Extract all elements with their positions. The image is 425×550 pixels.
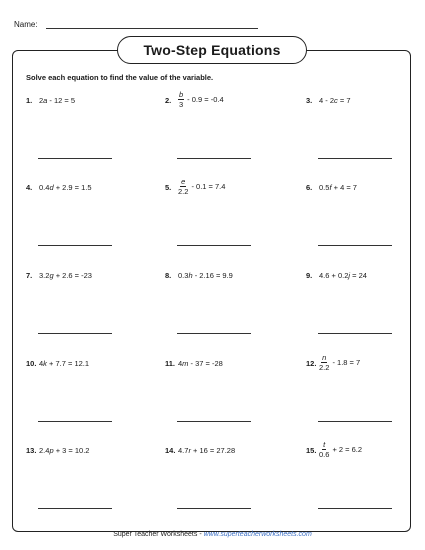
fraction-numerator: t — [323, 440, 326, 449]
problem-number: 12. — [306, 359, 317, 368]
name-row — [14, 20, 38, 29]
problem-item — [26, 183, 146, 253]
footer-url[interactable]: www.superteacherworksheets.com — [203, 531, 312, 538]
answer-line[interactable] — [318, 333, 392, 334]
problem-item — [26, 271, 146, 341]
equation-suffix: + 2.6 = -23 — [53, 271, 92, 280]
answer-line[interactable] — [318, 508, 392, 509]
name-line[interactable] — [46, 28, 258, 29]
fraction-denominator: 3 — [179, 100, 184, 109]
problem-equation — [319, 271, 367, 280]
equation-rest: + 2 = 6.2 — [332, 445, 363, 454]
problem-number: 6. — [306, 183, 313, 192]
equation-prefix: 0.5 — [319, 183, 330, 192]
problem-number: 7. — [26, 271, 33, 280]
fraction-denominator: 0.6 — [319, 450, 330, 459]
equation-variable: d — [49, 183, 54, 192]
equation-variable: m — [182, 359, 189, 368]
problem-number: 14. — [165, 446, 176, 455]
answer-line[interactable] — [38, 421, 112, 422]
problem-equation — [178, 177, 225, 196]
equation-variable: j — [348, 271, 351, 280]
fraction-numerator: n — [322, 353, 327, 362]
equation-variable: h — [188, 271, 193, 280]
fraction — [319, 440, 329, 459]
problem-item — [165, 90, 285, 166]
fraction — [178, 177, 188, 196]
problem-number: 9. — [306, 271, 313, 280]
problem-equation — [39, 359, 89, 368]
answer-line[interactable] — [177, 421, 251, 422]
answer-line[interactable] — [38, 245, 112, 246]
fraction — [319, 353, 329, 372]
equation-suffix: + 7.7 = 12.1 — [46, 359, 90, 368]
problem-equation — [319, 353, 360, 372]
answer-line[interactable] — [38, 333, 112, 334]
problem-equation — [319, 96, 350, 105]
problem-item — [165, 177, 285, 253]
equation-suffix: + 3 = 10.2 — [53, 446, 90, 455]
equation-suffix: - 2.16 = 9.9 — [192, 271, 233, 280]
equation-prefix: 4 - 2 — [319, 96, 335, 105]
problem-item — [26, 359, 146, 429]
problem-equation — [319, 440, 362, 459]
problem-item — [306, 183, 425, 253]
answer-line[interactable] — [177, 245, 251, 246]
equation-suffix: = 24 — [350, 271, 367, 280]
problem-item — [165, 271, 285, 341]
problem-equation — [39, 271, 92, 280]
problem-item — [306, 96, 425, 166]
equation-variable: c — [334, 96, 338, 105]
problem-item — [26, 96, 146, 166]
worksheet-title: Two-Step Equations — [117, 36, 307, 64]
problem-equation — [178, 446, 235, 455]
instructions: Solve each equation to find the value of the variable. — [26, 73, 214, 82]
equation-prefix: 4 — [178, 359, 183, 368]
problem-item — [165, 446, 285, 516]
name-label: Name: — [14, 20, 38, 29]
problem-equation — [178, 359, 223, 368]
equation-variable: r — [188, 446, 191, 455]
equation-suffix: - 12 = 5 — [47, 96, 76, 105]
answer-line[interactable] — [318, 421, 392, 422]
problem-number: 8. — [165, 271, 172, 280]
equation-suffix: + 2.9 = 1.5 — [53, 183, 92, 192]
fraction-numerator: b — [179, 90, 184, 99]
equation-variable: g — [49, 271, 54, 280]
problem-number: 1. — [26, 96, 33, 105]
footer-separator: - — [197, 531, 204, 538]
problem-item — [165, 359, 285, 429]
fraction — [178, 90, 184, 109]
footer-brand: Super Teacher Worksheets — [113, 531, 198, 538]
equation-variable: a — [43, 96, 48, 105]
equation-prefix: 0.4 — [39, 183, 50, 192]
equation-rest: - 0.9 = -0.4 — [187, 95, 224, 104]
fraction-numerator: e — [181, 177, 186, 186]
fraction-denominator: 2.2 — [319, 363, 330, 372]
problem-number: 4. — [26, 183, 33, 192]
answer-line[interactable] — [177, 508, 251, 509]
answer-line[interactable] — [318, 158, 392, 159]
problem-item — [306, 440, 425, 516]
fraction-denominator: 2.2 — [178, 187, 189, 196]
problem-equation — [39, 183, 92, 192]
problem-number: 2. — [165, 96, 172, 105]
problem-number: 10. — [26, 359, 37, 368]
equation-suffix: - 37 = -28 — [188, 359, 223, 368]
problem-equation — [178, 271, 233, 280]
problem-number: 15. — [306, 446, 317, 455]
problem-equation — [39, 446, 89, 455]
problem-item — [26, 446, 146, 516]
footer — [0, 531, 425, 538]
equation-variable: k — [43, 359, 47, 368]
problem-number: 11. — [165, 359, 176, 368]
equation-prefix: 0.3 — [178, 271, 189, 280]
equation-prefix: 4.7 — [178, 446, 189, 455]
equation-variable: f — [329, 183, 332, 192]
equation-rest: - 0.1 = 7.4 — [191, 182, 226, 191]
problem-number: 3. — [306, 96, 313, 105]
equation-prefix: 4 — [39, 359, 44, 368]
problem-equation — [178, 90, 224, 109]
equation-prefix: 4.6 + 0.2 — [319, 271, 349, 280]
equation-suffix: = 7 — [337, 96, 351, 105]
equation-prefix: 3.2 — [39, 271, 50, 280]
problem-number: 13. — [26, 446, 37, 455]
answer-line[interactable] — [177, 158, 251, 159]
equation-suffix: + 16 = 27.28 — [190, 446, 236, 455]
answer-line[interactable] — [38, 508, 112, 509]
answer-line[interactable] — [38, 158, 112, 159]
equation-suffix: + 4 = 7 — [331, 183, 357, 192]
problem-equation — [319, 183, 357, 192]
problem-item — [306, 353, 425, 429]
answer-line[interactable] — [318, 245, 392, 246]
equation-prefix: 2.4 — [39, 446, 50, 455]
answer-line[interactable] — [177, 333, 251, 334]
equation-prefix: 2 — [39, 96, 44, 105]
problem-number: 5. — [165, 183, 172, 192]
equation-rest: - 1.8 = 7 — [332, 358, 361, 367]
problem-equation — [39, 96, 75, 105]
equation-variable: p — [49, 446, 54, 455]
problem-item — [306, 271, 425, 341]
